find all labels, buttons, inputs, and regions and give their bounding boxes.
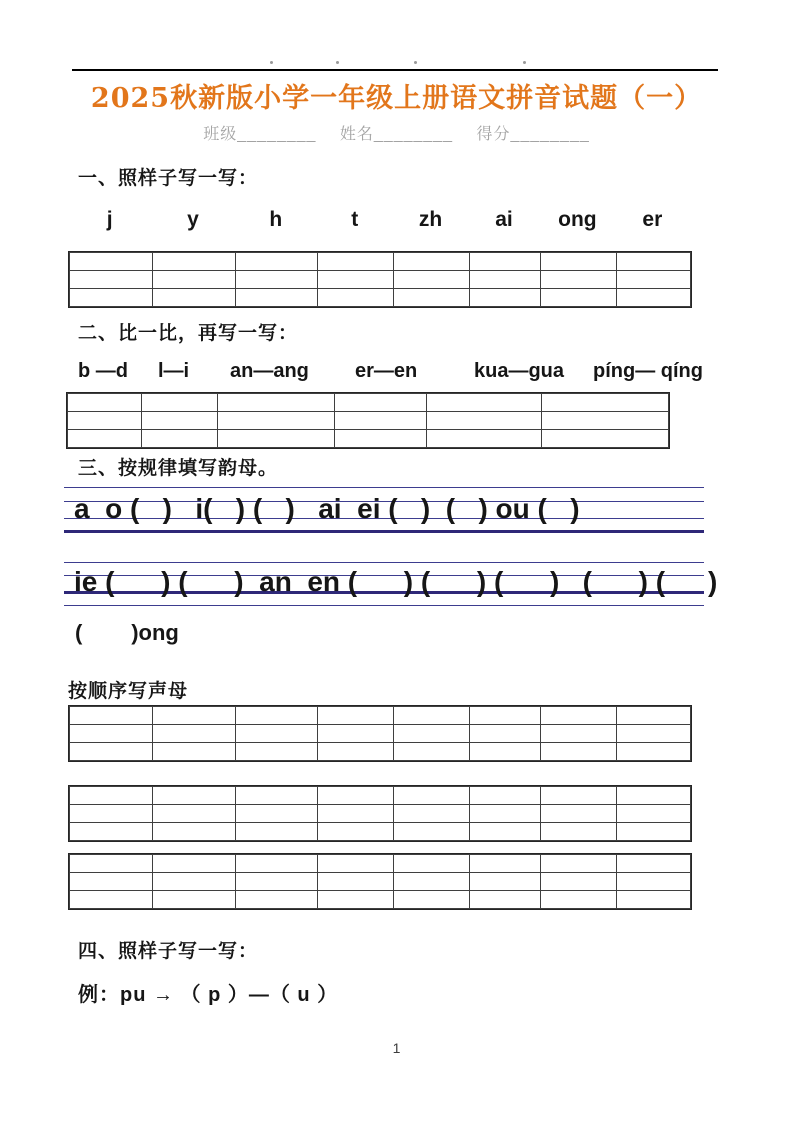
write-cell[interactable] (68, 394, 142, 412)
write-cell[interactable] (541, 271, 617, 289)
grid-line (64, 487, 704, 488)
write-cell[interactable] (236, 743, 318, 761)
write-cell[interactable] (394, 823, 470, 841)
write-cell[interactable] (470, 271, 541, 289)
artifact-dot (336, 61, 339, 64)
header-rule (72, 69, 718, 71)
section-one-writing-table (68, 251, 692, 308)
write-cell[interactable] (70, 805, 153, 823)
write-cell[interactable] (70, 891, 153, 909)
pinyin-four-line-grid-1[interactable] (64, 487, 704, 533)
letter-item: ong (558, 208, 597, 231)
write-cell[interactable] (616, 289, 690, 307)
write-cell[interactable] (427, 412, 542, 430)
section-one-letter-row (68, 208, 690, 232)
write-cell[interactable] (616, 271, 690, 289)
artifact-dot (523, 61, 526, 64)
write-cell[interactable] (616, 855, 690, 873)
write-cell[interactable] (70, 787, 153, 805)
section-two-heading: 二、比一比，再写一写： (78, 323, 299, 344)
write-cell[interactable] (318, 873, 394, 891)
student-info-line (0, 121, 793, 144)
write-cell[interactable] (394, 253, 470, 271)
write-cell[interactable] (318, 289, 394, 307)
write-cell[interactable] (470, 787, 541, 805)
write-cell[interactable] (616, 823, 690, 841)
initials-writing-table-2 (68, 785, 692, 842)
write-cell[interactable] (153, 743, 236, 761)
initials-heading: 按顺序写声母 (68, 681, 189, 702)
write-cell[interactable] (541, 891, 617, 909)
write-cell[interactable] (394, 271, 470, 289)
grid-line-thick (64, 530, 704, 533)
write-cell[interactable] (153, 855, 236, 873)
write-cell[interactable] (70, 253, 153, 271)
write-cell[interactable] (70, 873, 153, 891)
write-cell[interactable] (541, 805, 617, 823)
letter-item: er (642, 208, 663, 231)
write-cell[interactable] (318, 743, 394, 761)
write-cell[interactable] (318, 725, 394, 743)
score-field[interactable]: 得分________ (476, 126, 590, 143)
write-cell[interactable] (541, 412, 668, 430)
write-cell[interactable] (236, 707, 318, 725)
write-cell[interactable] (318, 823, 394, 841)
section-four-example: 例：pu → （ p ）—（ u ） (78, 984, 339, 1006)
write-cell[interactable] (541, 253, 617, 271)
write-cell[interactable] (616, 253, 690, 271)
grid-line (64, 562, 704, 563)
ong-blank-line[interactable]: ( )ong (75, 620, 179, 645)
pair-item: kua—gua (474, 360, 565, 382)
write-cell[interactable] (541, 787, 617, 805)
write-cell[interactable] (335, 430, 427, 448)
page-title: 2025秋新版小学一年级上册语文拼音试题（一） (90, 83, 703, 114)
write-cell[interactable] (217, 430, 335, 448)
page-number: 1 (392, 1040, 401, 1056)
write-cell[interactable] (541, 394, 668, 412)
write-cell[interactable] (335, 412, 427, 430)
write-cell[interactable] (153, 891, 236, 909)
write-cell[interactable] (394, 891, 470, 909)
write-cell[interactable] (616, 707, 690, 725)
write-cell[interactable] (394, 725, 470, 743)
write-cell[interactable] (236, 855, 318, 873)
letter-item: y (187, 208, 199, 231)
write-cell[interactable] (236, 891, 318, 909)
initials-writing-table-3 (68, 853, 692, 910)
write-cell[interactable] (394, 743, 470, 761)
vowel-sequence-line-2: ie ( ) ( ) an en ( ) ( ) ( ) ( ) ( (74, 566, 666, 597)
section-two-pair-row (0, 360, 793, 386)
write-cell[interactable] (394, 805, 470, 823)
write-cell[interactable] (70, 823, 153, 841)
write-cell[interactable] (616, 873, 690, 891)
write-cell[interactable] (541, 855, 617, 873)
write-cell[interactable] (541, 725, 617, 743)
pair-item: an—ang (230, 360, 309, 382)
write-cell[interactable] (153, 787, 236, 805)
write-cell[interactable] (68, 412, 142, 430)
pair-item: er—en (355, 360, 418, 382)
write-cell[interactable] (394, 787, 470, 805)
write-cell[interactable] (427, 394, 542, 412)
write-cell[interactable] (236, 787, 318, 805)
write-cell[interactable] (142, 412, 217, 430)
write-cell[interactable] (427, 430, 542, 448)
write-cell[interactable] (470, 253, 541, 271)
write-cell[interactable] (616, 743, 690, 761)
write-cell[interactable] (153, 873, 236, 891)
write-cell[interactable] (236, 253, 318, 271)
artifact-dot (414, 61, 417, 64)
vowel-sequence-line-2-tail: ) (708, 566, 718, 597)
write-cell[interactable] (236, 823, 318, 841)
write-cell[interactable] (236, 271, 318, 289)
write-cell[interactable] (318, 787, 394, 805)
write-cell[interactable] (153, 707, 236, 725)
write-cell[interactable] (541, 707, 617, 725)
write-cell[interactable] (153, 725, 236, 743)
write-cell[interactable] (541, 289, 617, 307)
write-cell[interactable] (394, 855, 470, 873)
write-cell[interactable] (142, 394, 217, 412)
write-cell[interactable] (470, 289, 541, 307)
write-cell[interactable] (68, 430, 142, 448)
vowel-sequence-line-1: a o ( ) i( ) ( ) ai ei ( ) ( ) ou ( ) (74, 493, 580, 524)
grid-line (64, 605, 704, 606)
write-cell[interactable] (318, 891, 394, 909)
write-cell[interactable] (70, 289, 153, 307)
write-cell[interactable] (153, 289, 236, 307)
write-cell[interactable] (70, 725, 153, 743)
write-cell[interactable] (70, 707, 153, 725)
write-cell[interactable] (470, 725, 541, 743)
write-cell[interactable] (318, 253, 394, 271)
write-cell[interactable] (236, 725, 318, 743)
write-cell[interactable] (394, 873, 470, 891)
write-cell[interactable] (217, 394, 335, 412)
write-cell[interactable] (236, 873, 318, 891)
write-cell[interactable] (470, 891, 541, 909)
letter-item: t (351, 208, 359, 231)
write-cell[interactable] (470, 873, 541, 891)
write-cell[interactable] (616, 891, 690, 909)
write-cell[interactable] (541, 873, 617, 891)
initials-writing-table-1 (68, 705, 692, 762)
write-cell[interactable] (236, 805, 318, 823)
write-cell[interactable] (470, 823, 541, 841)
letter-item: zh (418, 208, 443, 231)
write-cell[interactable] (70, 271, 153, 289)
name-field[interactable]: 姓名________ (339, 126, 454, 143)
write-cell[interactable] (153, 253, 236, 271)
artifact-dot (270, 61, 273, 64)
write-cell[interactable] (541, 743, 617, 761)
pair-item: l—i (158, 360, 190, 382)
write-cell[interactable] (394, 707, 470, 725)
section-three-heading: 三、按规律填写韵母。 (78, 458, 279, 479)
write-cell[interactable] (318, 855, 394, 873)
write-cell[interactable] (153, 271, 236, 289)
section-one-heading: 一、照样子写一写： (78, 168, 259, 189)
write-cell[interactable] (153, 823, 236, 841)
pair-item: píng— qíng (593, 360, 703, 382)
write-cell[interactable] (70, 855, 153, 873)
write-cell[interactable] (470, 855, 541, 873)
pinyin-four-line-grid-2[interactable] (64, 562, 718, 606)
write-cell[interactable] (142, 430, 217, 448)
pair-item: b —d (78, 360, 128, 382)
letter-item: h (269, 208, 283, 231)
write-cell[interactable] (394, 289, 470, 307)
class-field[interactable]: 班级________ (203, 126, 317, 143)
write-cell[interactable] (470, 743, 541, 761)
write-cell[interactable] (616, 805, 690, 823)
write-cell[interactable] (153, 805, 236, 823)
write-cell[interactable] (470, 707, 541, 725)
write-cell[interactable] (335, 394, 427, 412)
write-cell[interactable] (318, 707, 394, 725)
write-cell[interactable] (616, 787, 690, 805)
section-two-writing-table (66, 392, 670, 449)
write-cell[interactable] (70, 743, 153, 761)
write-cell[interactable] (236, 289, 318, 307)
write-cell[interactable] (318, 271, 394, 289)
write-cell[interactable] (217, 412, 335, 430)
letter-item: j (106, 208, 113, 231)
write-cell[interactable] (541, 430, 668, 448)
letter-item: ai (495, 208, 513, 231)
section-four-heading: 四、照样子写一写： (78, 941, 259, 962)
write-cell[interactable] (470, 805, 541, 823)
write-cell[interactable] (318, 805, 394, 823)
write-cell[interactable] (616, 725, 690, 743)
write-cell[interactable] (541, 823, 617, 841)
